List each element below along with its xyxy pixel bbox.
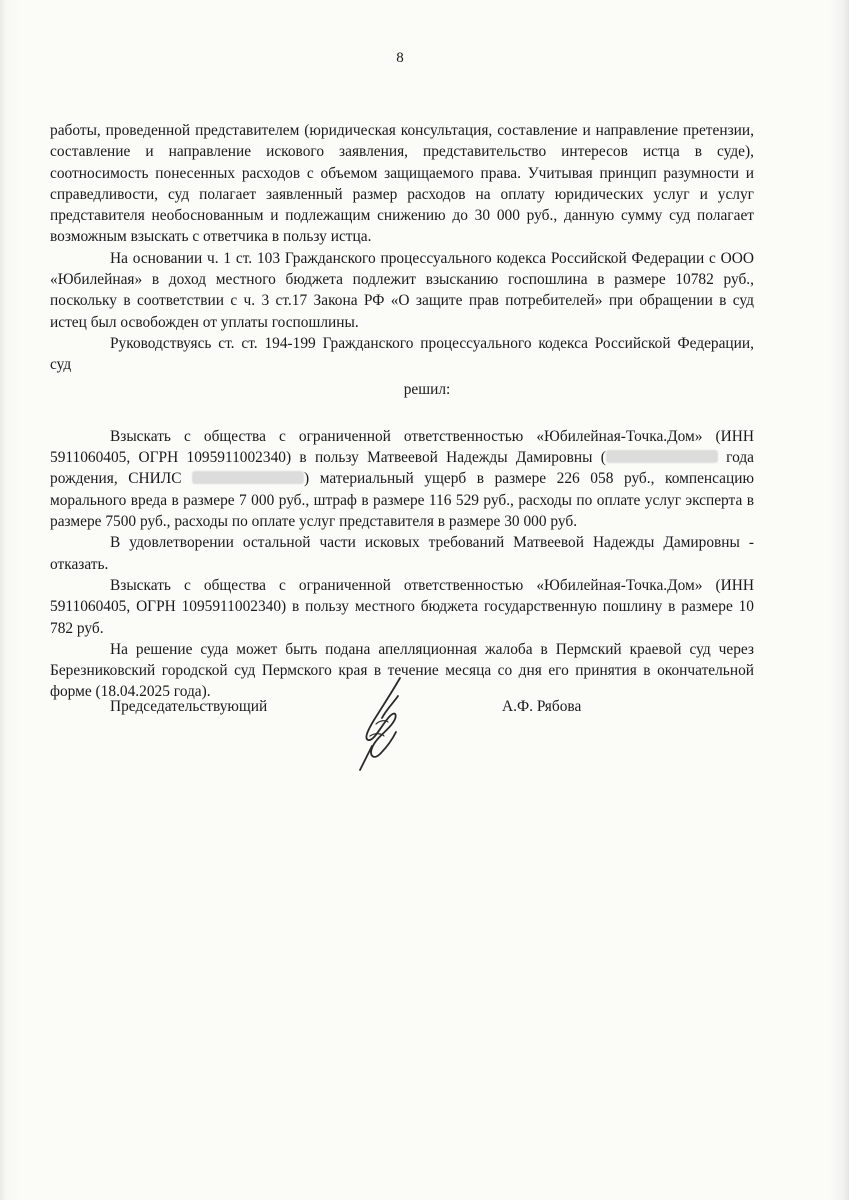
handwritten-signature bbox=[352, 674, 422, 774]
presiding-judge-title: Председательствующий bbox=[110, 698, 268, 715]
page-number: 8 bbox=[396, 50, 404, 66]
redacted-snils bbox=[192, 471, 304, 484]
redacted-birth-date bbox=[606, 450, 718, 463]
recovery-text-3: ) материальный ущерб в размере 226 058 руб., компенсацию морального вреда в размере 7 000 руб., штраф в размере 116 529 руб., расходы по оплате услуг эксперта в размере 7500 руб., расходы по оплате услуг представителя в размере 30 000 руб. bbox=[50, 470, 754, 531]
paragraph-recovery bbox=[50, 426, 754, 532]
decision-heading: решил: bbox=[403, 380, 451, 398]
signature-block bbox=[0, 694, 849, 784]
paragraph-duty-recovery: Взыскать с общества с ограниченной ответственностью «Юбилейная-Точка.Дом» (ИНН 5911060405, ОГРН 1095911002340) в пользу местного бюджета государственную пошлину в размере 10 782 руб. bbox=[50, 576, 754, 637]
paragraph-appeal: На решение суда может быть подана апелляционная жалоба в Пермский краевой суд через Березниковский городской суд Пермского края в течение месяца со дня его принятия в окончательной форме (18.04.2025 года). bbox=[50, 640, 754, 701]
recovery-text-2: года рождения, СНИЛС bbox=[50, 449, 754, 488]
paragraph-legal-expenses: работы, проведенной представителем (юридическая консультация, составление и направление претензии, составление и направление искового заявления, представительство интересов истца в суде), соотносимость понесенных расходов с объемом защищаемого права. Учитывая принцип разумности и справедливости, суд полагает заявленный размер расходов на оплату юридических услуг и услуг представителя необоснованным и подлежащим снижению до 30 000 руб., данную сумму суд полагает возможным взыскать с ответчика в пользу истца. bbox=[50, 122, 754, 246]
paragraph-refusal: В удовлетворении остальной части исковых требований Матвеевой Надежды Дамировны - отказать. bbox=[50, 534, 754, 573]
paragraph-state-duty: На основании ч. 1 ст. 103 Гражданского процессуального кодекса Российской Федерации с ООО «Юбилейная» в доход местного бюджета подлежит взысканию госпошлина в размере 10782 руб., поскольку в соответствии с ч. 3 ст.17 Закона РФ «О защите прав потребителей» при обращении в суд истец был освобожден от уплаты госпошлины. bbox=[50, 249, 754, 331]
paragraph-guided-by: Руководствуясь ст. ст. 194-199 Гражданского процессуального кодекса Российской Федерации, суд bbox=[50, 334, 754, 374]
judge-name: А.Ф. Рябова bbox=[502, 698, 582, 715]
document-body bbox=[50, 120, 754, 703]
recovery-text-1: Взыскать с общества с ограниченной ответственностью «Юбилейная-Точка.Дом» (ИНН 5911060405, ОГРН 1095911002340) в пользу Матвеевой Надежды Дамировны ( bbox=[50, 427, 754, 467]
